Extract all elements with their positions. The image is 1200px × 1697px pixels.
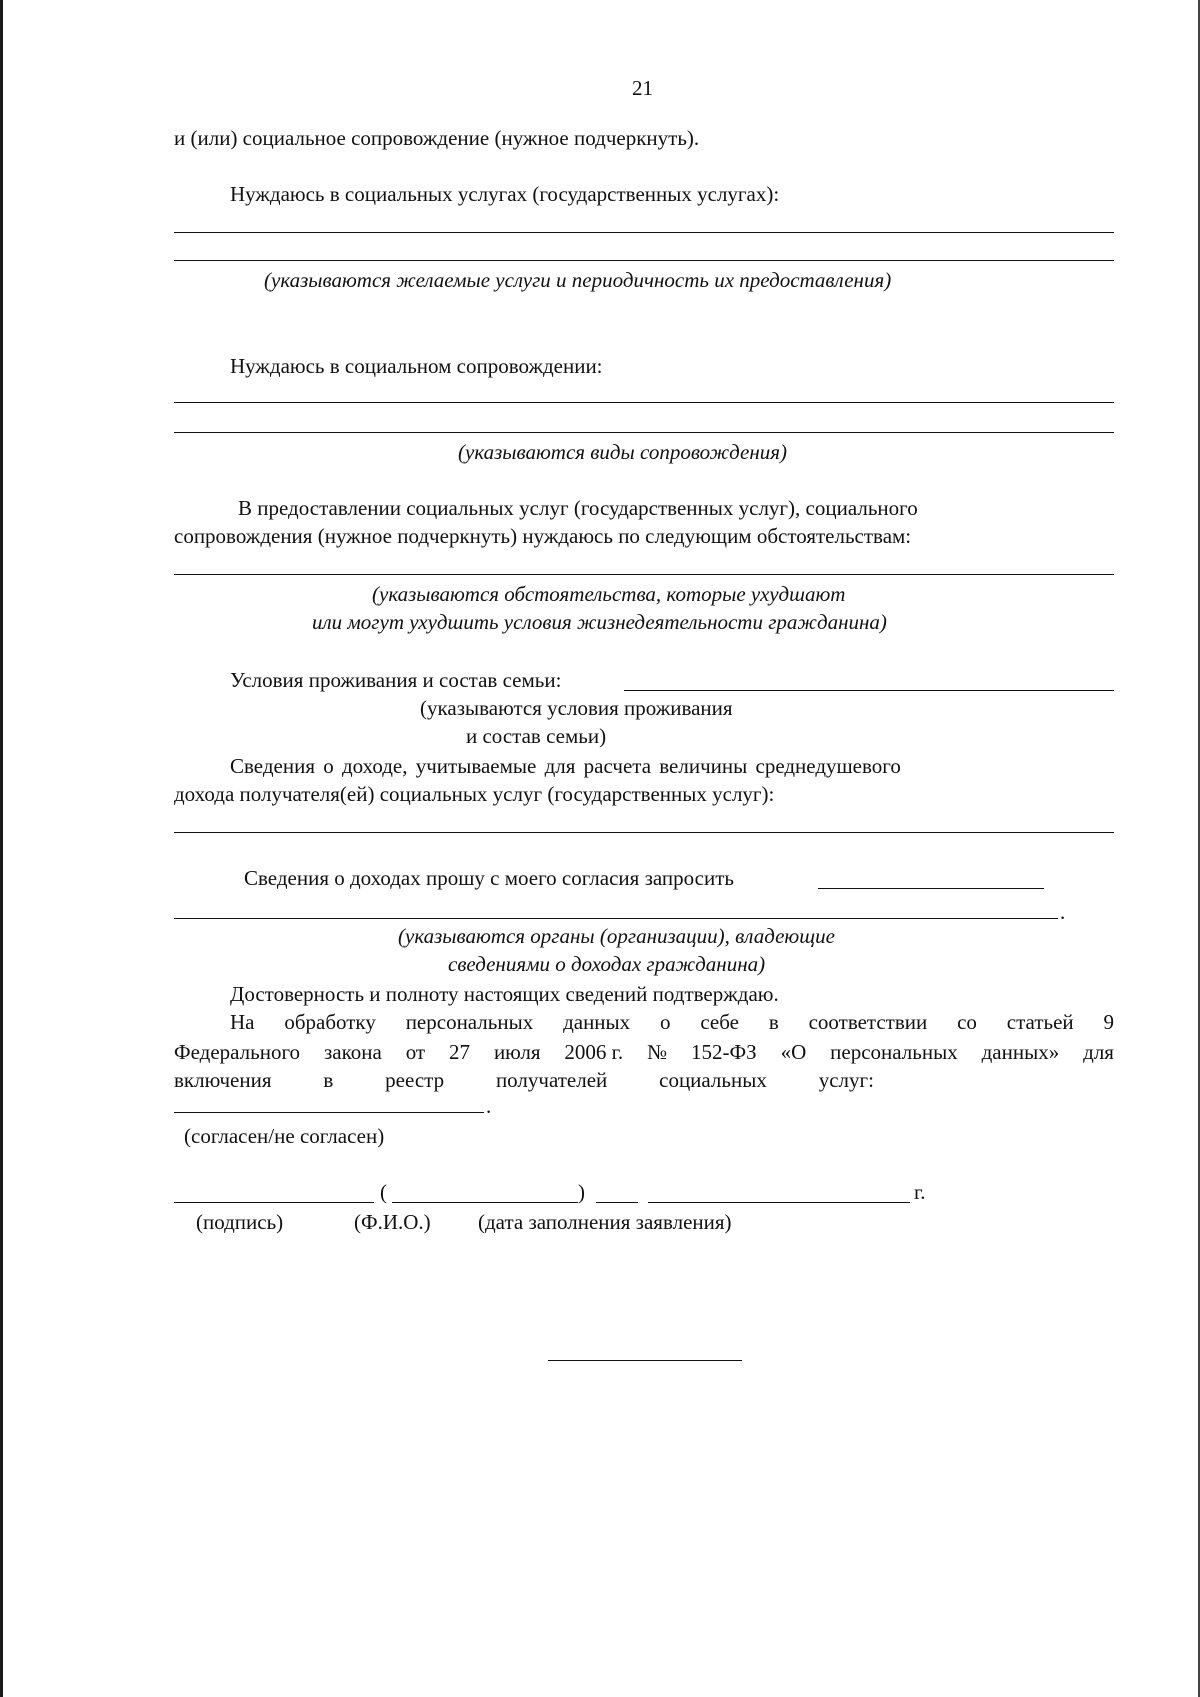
caption-living-1: (указываются условия проживания xyxy=(420,696,733,720)
word: обработку xyxy=(284,1010,376,1034)
caption-services: (указываются желаемые услуги и периодичность их предоставления) xyxy=(264,268,892,292)
fill-line-day xyxy=(596,1202,638,1203)
caption-circumstances-2: или могут ухудшить условия жизнедеятельности гражданина) xyxy=(312,610,887,634)
word: данных» xyxy=(981,1040,1060,1064)
word: включения xyxy=(174,1068,272,1092)
fill-line-fio xyxy=(392,1202,578,1203)
word: закона xyxy=(323,1040,382,1064)
word: статьей xyxy=(1006,1010,1074,1034)
text-line-02: Нуждаюсь в социальных услугах (государственных услугах): xyxy=(230,182,780,206)
text-line-20 xyxy=(230,1008,1114,1037)
fill-line-request-1 xyxy=(818,888,1044,889)
fill-line-escort-1 xyxy=(174,402,1114,403)
word: социальных xyxy=(659,1068,767,1092)
text-line-10: Условия проживания и состав семьи: xyxy=(230,668,562,692)
word: реестр xyxy=(385,1068,445,1092)
text-line-01: и (или) социальное сопровождение (нужное подчеркнуть). xyxy=(174,126,700,150)
scan-edge-left xyxy=(0,0,3,1697)
word: 152-ФЗ xyxy=(691,1040,757,1064)
text-line-06: В предоставлении социальных услуг (государственных услуг), социального xyxy=(238,496,918,520)
word: себе xyxy=(700,1010,739,1034)
word: 2006 г. xyxy=(564,1040,624,1064)
word: персональных xyxy=(405,1010,534,1034)
text-line-19: Достоверность и полноту настоящих сведений подтверждаю. xyxy=(230,982,779,1006)
fill-line-month-year xyxy=(648,1202,910,1203)
fill-line-consent xyxy=(174,1112,484,1113)
fill-line-signature xyxy=(174,1202,374,1203)
fill-line-services-2 xyxy=(174,260,1114,261)
caption-escort: (указываются виды сопровождения) xyxy=(458,440,788,464)
word: от xyxy=(405,1040,426,1064)
word: № xyxy=(647,1040,668,1064)
caption-consent: (согласен/не согласен) xyxy=(184,1124,385,1148)
text-line-23-end: . xyxy=(486,1094,492,1118)
fill-line-living-conditions xyxy=(624,690,1114,691)
word: со xyxy=(957,1010,977,1034)
text-line-14: дохода получателя(ей) социальных услуг (государственных услуг): xyxy=(174,782,775,806)
text-line-22 xyxy=(174,1066,874,1095)
text-line-13: Сведения о доходе, учитываемые для расчета величины среднедушевого xyxy=(230,754,901,778)
word: Федерального xyxy=(174,1040,301,1064)
page-number: 21 xyxy=(632,76,653,100)
word: получателей xyxy=(495,1068,608,1092)
word: в xyxy=(323,1068,334,1092)
word: данных xyxy=(563,1010,631,1034)
caption-fio: (Ф.И.О.) xyxy=(354,1210,431,1234)
word: о xyxy=(660,1010,671,1034)
word: для xyxy=(1083,1040,1114,1064)
text-line-07: сопровождения (нужное подчеркнуть) нуждаюсь по следующим обстоятельствам: xyxy=(174,524,912,548)
caption-signature: (подпись) xyxy=(196,1210,284,1234)
word: услуг: xyxy=(818,1068,874,1092)
caption-date: (дата заполнения заявления) xyxy=(478,1210,732,1234)
caption-organizations-1: (указываются органы (организации), владеющие xyxy=(398,924,835,948)
fill-line-escort-2 xyxy=(174,432,1114,433)
word: персональных xyxy=(830,1040,958,1064)
fill-line-request-2 xyxy=(174,918,1058,919)
word: 27 xyxy=(449,1040,471,1064)
signature-close-paren: ) xyxy=(578,1180,585,1204)
caption-organizations-2: сведениями о доходах гражданина) xyxy=(448,952,766,976)
signature-open-paren: ( xyxy=(380,1180,387,1204)
fill-line-circumstances xyxy=(174,574,1114,575)
signature-year-suffix: г. xyxy=(914,1180,926,1204)
end-of-document-rule xyxy=(548,1360,742,1361)
caption-circumstances-1: (указываются обстоятельства, которые ухудшают xyxy=(372,582,846,606)
fill-line-services-1 xyxy=(174,232,1114,233)
word: соответствии xyxy=(808,1010,928,1034)
caption-living-2: и состав семьи) xyxy=(466,724,607,748)
word: На xyxy=(230,1010,255,1034)
word: «О xyxy=(780,1040,807,1064)
text-line-21 xyxy=(174,1038,1114,1067)
text-line-15: Сведения о доходах прошу с моего согласия запросить xyxy=(244,866,734,890)
fill-line-income xyxy=(174,832,1114,833)
text-line-04: Нуждаюсь в социальном сопровождении: xyxy=(230,354,603,378)
word: в xyxy=(768,1010,779,1034)
word: июля xyxy=(493,1040,541,1064)
text-line-16-end: . xyxy=(1060,900,1066,924)
word: 9 xyxy=(1103,1010,1114,1034)
